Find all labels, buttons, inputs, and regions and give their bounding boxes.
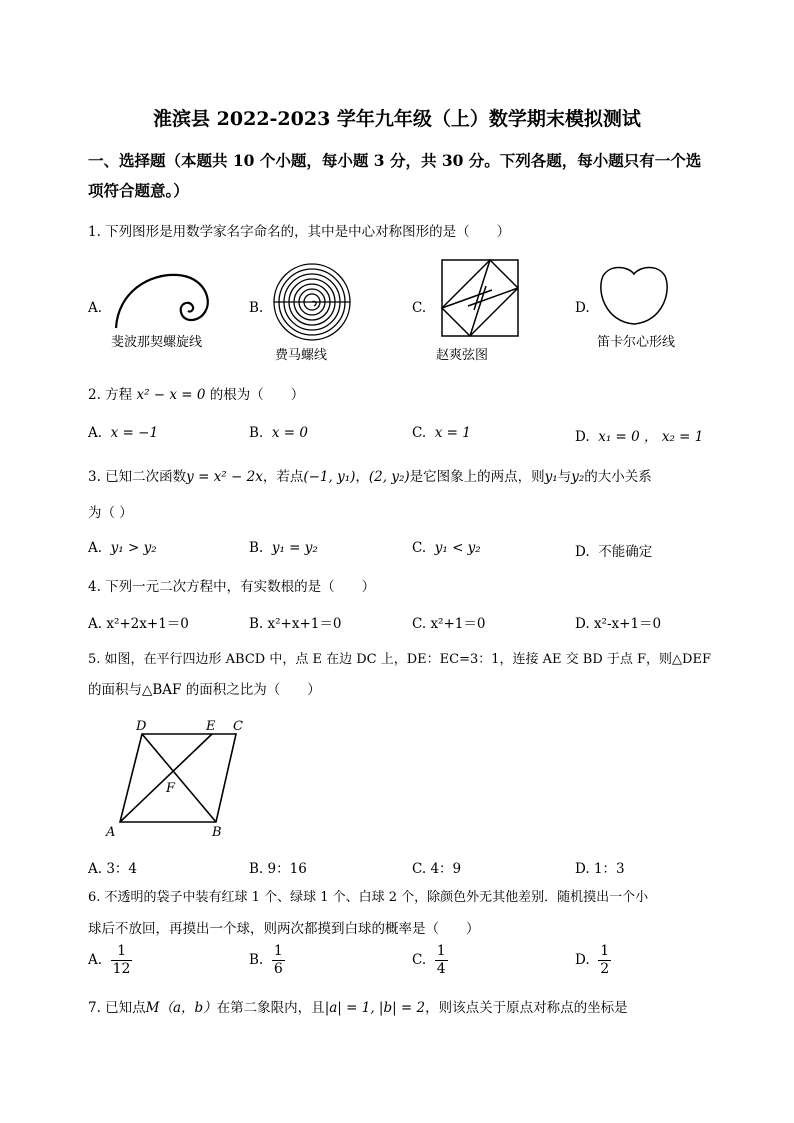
fibonacci-spiral-figure (108, 268, 218, 333)
q2-option-d: D. x₁ = 0 ， x₂ = 1 (575, 429, 704, 445)
q4-option-c: C. x²+1＝0 (412, 616, 486, 632)
q6-option-b: B. $\frac{1}{6}$ (249, 943, 283, 977)
q5-stem-line1: 5. 如图，在平行四边形 ABCD 中，点 E 在边 DC 上，DE：EC=3：1，连接 AE 交 BD 于点 F，则△DEF (88, 652, 711, 667)
q3-option-b: B. y₁ = y₂ (249, 540, 318, 556)
cardioid-figure (598, 264, 670, 328)
q7-condition: |a| = 1, |b| = 2 (324, 1000, 426, 1016)
q1-option-a-label: A. (88, 300, 103, 316)
q2-option-b: B. x = 0 (249, 425, 308, 441)
q1-option-d-caption: 笛卡尔心形线 (597, 335, 676, 350)
section-heading-line2: 项符合题意。） (88, 181, 189, 200)
segment-ae (120, 734, 212, 822)
page-title: 淮滨县 2022-2023 学年九年级（上）数学期末模拟测试 (153, 108, 641, 130)
q1-option-b-label: B. (249, 300, 264, 316)
q2-equation: x² − x = 0 (136, 387, 206, 403)
q7-stem: 7. 已知点M（a，b）在第二象限内，且|a| = 1, |b| = 2，则该点关于原点对称点的坐标是 (88, 1000, 628, 1016)
q5-option-b: B. 9：16 (249, 861, 307, 877)
q1-option-c-caption: 赵爽弦图 (436, 348, 489, 363)
q2-stem (88, 383, 304, 403)
vertex-label-d: D (136, 719, 147, 734)
fermat-spiral-figure (270, 260, 354, 344)
q3-stem-line1: 3. 已知二次函数y = x² − 2x，若点(−1, y₁)，(2, y₂)是它图象上的两点，则y₁与y₂的大小关系 (88, 469, 652, 485)
zhaoshuang-diagram-figure (440, 258, 520, 338)
q3-option-a: A. y₁ > y₂ (88, 540, 157, 556)
segment-bd (142, 734, 216, 822)
point-label-e: E (206, 719, 216, 734)
q6-option-c: C. $\frac{1}{4}$ (412, 943, 446, 977)
section-heading-line1: 一、选择题（本题共 10 个小题，每小题 3 分，共 30 分。下列各题，每小题只有一个选 (88, 151, 702, 170)
parallelogram-figure (100, 710, 260, 842)
q1-option-d-label: D. (575, 300, 590, 316)
q6-option-d: D. $\frac{1}{2}$ (575, 943, 610, 977)
q5-option-d: D. 1：3 (575, 861, 625, 877)
q3-point1: (−1, y₁) (303, 469, 356, 485)
q4-option-b: B. x²+x+1＝0 (249, 616, 342, 632)
q2-option-a: A. x = −1 (88, 425, 159, 441)
q1-stem: 1. 下列图形是用数学家名字命名的，其中是中心对称图形的是（ ） (88, 224, 511, 240)
q3-option-c: C. y₁ < y₂ (412, 540, 481, 556)
vertex-label-c: C (233, 719, 243, 734)
q4-option-d: D. x²-x+1＝0 (575, 616, 662, 632)
q4-stem: 4. 下列一元二次方程中，有实数根的是（ ） (88, 579, 376, 595)
q3-stem-line2: 为（ ） (88, 505, 133, 521)
q1-option-c-label: C. (412, 300, 427, 316)
q1-option-b-caption: 费马螺线 (275, 348, 328, 363)
q5-option-a: A. 3：4 (88, 861, 138, 877)
q3-function: y = x² − 2x (186, 469, 263, 485)
section-heading (88, 146, 718, 206)
q1-option-a-caption: 斐波那契螺旋线 (111, 335, 203, 350)
q2-option-c: C. x = 1 (412, 425, 471, 441)
q4-option-a: A. x²+2x+1＝0 (88, 616, 189, 632)
q2-stem-suffix: 的根为（ ） (205, 387, 305, 403)
q6-option-a: A. $\frac{1}{12}$ (88, 943, 131, 977)
q5-option-c: C. 4：9 (412, 861, 462, 877)
point-label-f: F (166, 781, 176, 796)
q3-point2: (2, y₂) (368, 469, 410, 485)
q2-stem-prefix: 2. 方程 (88, 387, 137, 403)
q5-stem-line2: 的面积与△BAF 的面积之比为（ ） (88, 682, 321, 698)
q6-stem-line2: 球后不放回，再摸出一个球，则两次都摸到白球的概率是（ ） (88, 921, 480, 937)
q6-stem-line1: 6. 不透明的袋子中装有红球 1 个、绿球 1 个、白球 2 个，除颜色外无其他差别．随机摸出一个小 (88, 890, 649, 905)
vertex-label-b: B (212, 825, 222, 840)
q7-point: M（a，b） (145, 1000, 217, 1016)
q3-option-d: D. 不能确定 (575, 544, 653, 560)
vertex-label-a: A (106, 825, 116, 840)
